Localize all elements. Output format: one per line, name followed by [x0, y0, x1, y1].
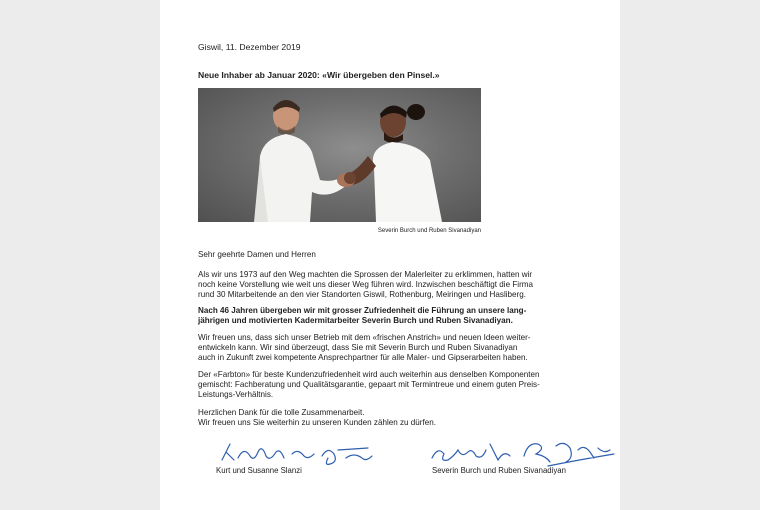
- signature-name-left: Kurt und Susanne Slanzi: [216, 466, 302, 475]
- text-line: auch in Zukunft zwei kompetente Ansprechpartner für alle Maler- und Gipserarbeiten haben.: [198, 353, 528, 363]
- paragraph-thanks: [198, 408, 588, 428]
- text-line: Herzlichen Dank für die tolle Zusammenarbeit.: [198, 408, 365, 417]
- text-line: jährigen und motivierten Kadermitarbeiter Severin Burch und Ruben Sivanadiyan.: [198, 316, 513, 326]
- handshake-photo-illustration: [198, 88, 481, 222]
- owners-photo: [198, 88, 481, 222]
- text-line: Wir freuen uns Sie weiterhin zu unseren Kunden zählen zu dürfen.: [198, 418, 437, 428]
- signature-burch-sivanadiyan: [428, 436, 618, 470]
- paragraph-future: [198, 333, 588, 364]
- signature-name-right: Severin Burch und Ruben Sivanadiyan: [432, 466, 566, 475]
- paragraph-quality: [198, 370, 588, 401]
- text-line: Wir freuen uns, dass sich unser Betrieb mit dem «frischen Anstrich» und neuen Ideen weiter-: [198, 333, 531, 342]
- text-line: noch keine Vorstellung wie weit uns dieser Weg führen wird. Inzwischen beschäftigt die Firma: [198, 280, 534, 290]
- salutation: Sehr geehrte Damen und Herren: [198, 250, 316, 259]
- text-line: Der «Farbton» für beste Kundenzufriedenheit wird auch weiterhin aus denselben Komponenten: [198, 370, 540, 379]
- letter-date: Giswil, 11. Dezember 2019: [198, 42, 301, 52]
- paragraph-history: [198, 270, 588, 301]
- signature-slanzi: [218, 440, 378, 466]
- paragraph-handover: [198, 306, 588, 326]
- letter-headline: Neue Inhaber ab Januar 2020: «Wir übergeben den Pinsel.»: [198, 70, 440, 80]
- text-line: Als wir uns 1973 auf den Weg machten die Sprossen der Malerleiter zu erklimmen, hatten wir: [198, 270, 533, 279]
- text-line: Leistungs-Verhältnis.: [198, 390, 274, 400]
- text-line: rund 30 Mitarbeitende an den vier Standorten Giswil, Rothenburg, Meiringen und Hasliberg.: [198, 290, 526, 300]
- text-line: Nach 46 Jahren übergeben wir mit grosser Zufriedenheit die Führung an unsere lang-: [198, 306, 527, 315]
- text-line: gemischt: Fachberatung und Qualitätsgarantie, gepaart mit Termintreue und einem guten Preis-: [198, 380, 540, 390]
- photo-caption: Severin Burch und Ruben Sivanadiyan: [377, 228, 481, 234]
- text-line: entwickeln kann. Wir sind überzeugt, dass Sie mit Severin Burch und Ruben Sivanadiyan: [198, 343, 518, 353]
- letter-page: [160, 0, 620, 510]
